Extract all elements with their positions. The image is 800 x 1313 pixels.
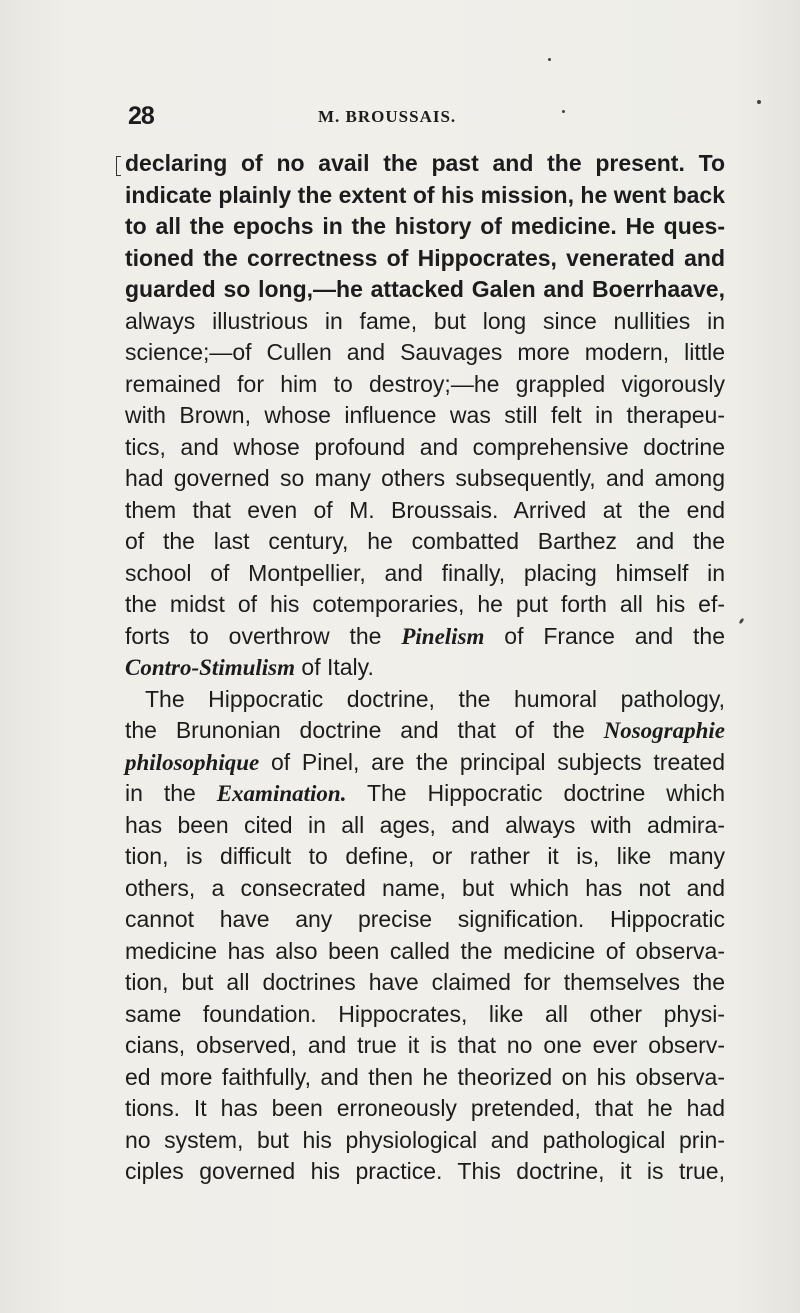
italic-term: Pinelism [401,623,485,649]
text-segment: had governed so many others subsequently, and among [125,465,725,491]
text-segment: school of Montpellier, and finally, placing himself in [125,559,725,586]
text-segment: cannot have any precise signification. Hippocratic [125,906,725,932]
text-line [125,1125,725,1157]
paper-speck [562,110,565,113]
text-line [125,432,725,464]
text-line [125,904,725,936]
text-segment: guarded so long,—he attacked Galen and Boerrhaave, [125,276,725,302]
text-line [125,369,725,401]
text-segment: tioned the correctness of Hippocrates, venerated and [125,244,725,271]
text-segment: science;—of Cullen and Sauvages more modern, little [125,339,725,365]
text-segment: the midst of his cotemporaries, he put forth all his ef- [125,591,725,617]
text-line [125,211,725,243]
text-segment: tics, and whose profound and comprehensive doctrine [125,433,725,460]
text-segment: medicine has also been called the medicine of observa- [125,937,725,964]
text-line [125,180,725,212]
text-segment: to all the epochs in the history of medicine. He ques- [125,213,725,239]
text-segment: the Brunonian doctrine and that of the [125,717,604,743]
text-line [125,715,725,747]
text-line [125,306,725,338]
text-segment: cians, observed, and true it is that no one ever observ- [125,1032,725,1058]
text-line [125,1062,725,1094]
text-segment: has been cited in all ages, and always with admira- [125,811,725,838]
text-segment: indicate plainly the extent of his mission, he went back [125,181,725,208]
text-segment: of France and the [484,622,725,649]
text-segment: declaring of no avail the past and the present. To [125,150,725,176]
text-line [125,243,725,275]
text-line [125,652,725,684]
text-line [125,1093,725,1125]
text-segment: of the last century, he combatted Barthez and the [125,528,725,554]
text-line [125,495,725,527]
text-line [125,684,725,716]
text-segment: no system, but his physiological and pathological prin- [125,1126,725,1153]
text-segment: them that even of M. Broussais. Arrived at the end [125,496,725,523]
text-segment: The Hippocratic doctrine which [346,780,726,806]
italic-term: Contro-Stimulism [125,655,296,680]
text-segment: always illustrious in fame, but long since nullities in [125,307,725,334]
text-line [125,747,725,779]
text-segment: remained for him to destroy;—he grappled vigorously [125,370,725,397]
text-line [125,558,725,590]
text-segment: tion, is difficult to define, or rather it is, like many [125,843,725,869]
text-segment: forts to overthrow the [125,622,402,649]
paper-speck [757,100,761,104]
text-line [125,148,725,180]
text-line [125,778,725,810]
text-segment: in the [125,780,217,806]
running-head: M. BROUSSAIS. [318,107,457,126]
text-segment: of Italy. [295,654,374,680]
italic-term: Nosographie [603,718,725,743]
page-number: 28 [128,102,154,130]
text-line [125,589,725,621]
text-segment: tions. It has been erroneously pretended, that he had [125,1095,725,1121]
text-line [125,337,725,369]
text-line [125,810,725,842]
text-segment: others, a consecrated name, but which has not and [125,874,725,901]
text-line [125,873,725,905]
text-segment: The Hippocratic doctrine, the humoral pathology, [145,685,725,712]
text-line [125,936,725,968]
text-segment: with Brown, whose influence was still felt in therapeu- [125,402,725,428]
text-line [125,1030,725,1062]
page-header [128,102,708,142]
text-line [125,967,725,999]
text-line [125,526,725,558]
text-segment: tion, but all doctrines have claimed for themselves the [125,969,725,995]
body-text [125,148,725,1188]
text-line [125,999,725,1031]
paper-speck [739,618,745,625]
text-segment: of Pinel, are the principal subjects treated [259,748,725,775]
margin-bracket-mark [116,156,121,176]
text-segment: same foundation. Hippocrates, like all other physi- [125,1000,725,1027]
text-line [125,621,725,653]
text-line [125,841,725,873]
text-line [125,1156,725,1188]
text-segment: ed more faithfully, and then he theorized on his observa- [125,1063,725,1090]
paper-speck [548,58,551,61]
text-line [125,400,725,432]
italic-term: philosophique [125,749,260,775]
text-segment: ciples governed his practice. This doctrine, it is true, [125,1158,725,1184]
italic-term: Examination. [216,781,347,806]
text-line [125,274,725,306]
text-line [125,463,725,495]
